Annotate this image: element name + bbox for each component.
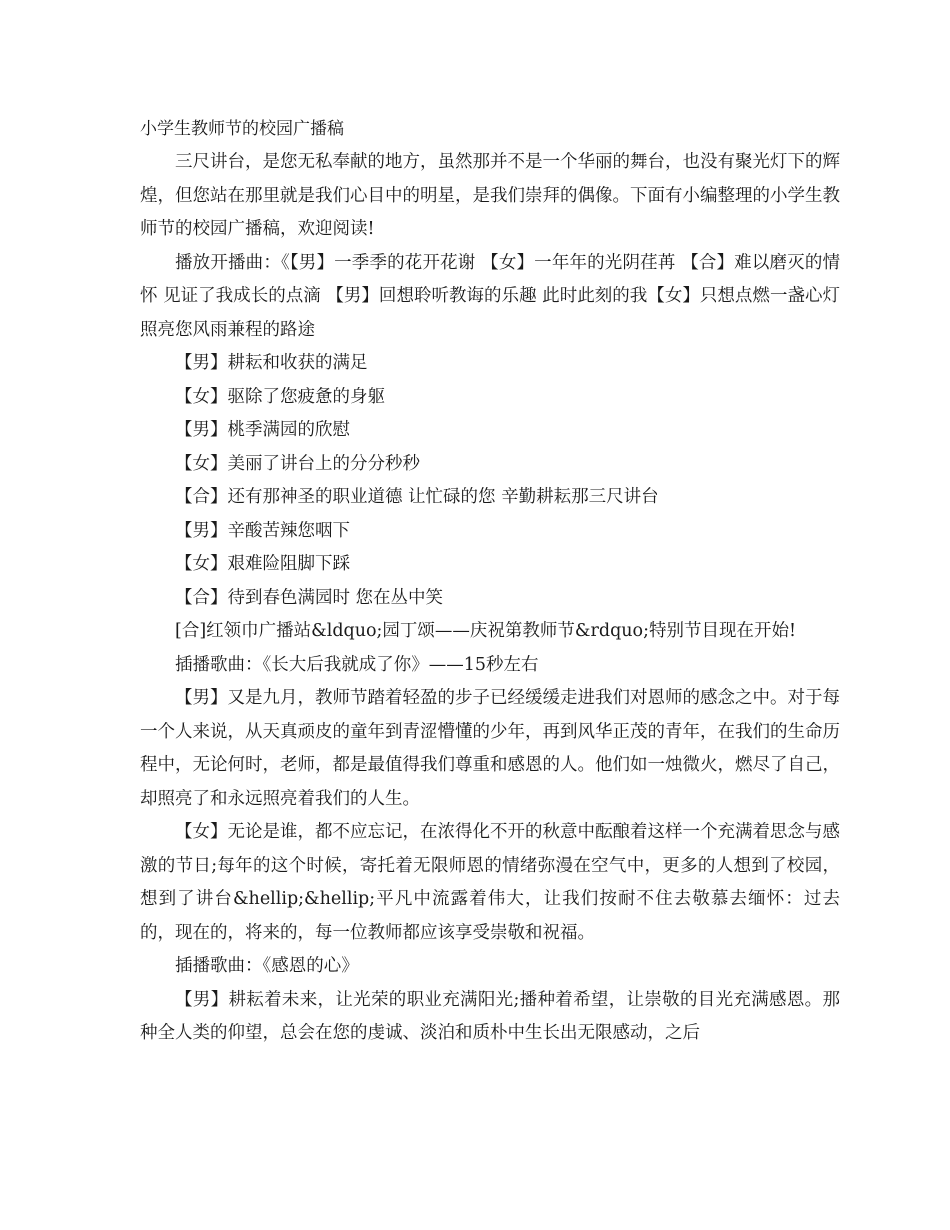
body-paragraph: 【男】耕耘着未来，让光荣的职业充满阳光;播种着希望，让崇敬的目光充满感恩。那种全人类的仰望，总会在您的虔诚、淡泊和质朴中生长出无限感动，之后: [140, 989, 840, 1043]
body-paragraph: 【女】无论是谁，都不应忘记，在浓得化不开的秋意中酝酿着这样一个充满着思念与感激的节日;每年的这个时候，寄托着无限师恩的情绪弥漫在空气中，更多的人想到了校园，想到了讲台&hellip;&hellip;平凡中流露着伟大，让我们按耐不住去敬慕去缅怀：过去的，现在的，将来的，每一位教师都应该享受崇敬和祝福。: [140, 822, 840, 943]
body-paragraph: 【女】驱除了您疲惫的身躯: [175, 386, 385, 407]
body-paragraph: 【合】待到春色满园时 您在丛中笑: [175, 587, 444, 608]
body-paragraph: 【男】桃季满园的欣慰: [175, 420, 350, 440]
body-paragraph: 【女】美丽了讲台上的分分秒秒: [175, 453, 420, 474]
document-title: 小学生教师节的校园广播稿: [140, 119, 344, 139]
body-paragraph: 插播歌曲：《长大后我就成了你》——15秒左右: [175, 654, 539, 675]
body-paragraph: 三尺讲台，是您无私奉献的地方，虽然那并不是一个华丽的舞台，也没有聚光灯下的辉煌，但您站在那里就是我们心目中的明星，是我们崇拜的偶像。下面有小编整理的小学生教师节的校园广播稿，欢迎阅读!: [140, 152, 840, 239]
document-body: [140, 146, 840, 1051]
body-paragraph: 插播歌曲：《感恩的心》: [175, 956, 359, 976]
body-paragraph: 【男】又是九月，教师节踏着轻盈的步子已经缓缓走进我们对恩师的感念之中。对于每一个人来说，从天真顽皮的童年到青涩懵懂的少年，再到风华正茂的青年，在我们的生命历程中，无论何时，老师，都是最值得我们尊重和感恩的人。他们如一烛微火，燃尽了自己，却照亮了和永远照亮着我们的人生。: [140, 688, 840, 809]
document-page: [140, 112, 840, 1051]
body-paragraph: 【男】耕耘和收获的满足: [175, 353, 368, 373]
body-paragraph: [合]红领巾广播站&ldquo;园丁颂——庆祝第教师节&rdquo;特别节目现在开始!: [175, 621, 797, 641]
body-paragraph: 【男】辛酸苦辣您咽下: [175, 520, 350, 541]
body-paragraph: 【合】还有那神圣的职业道德 让忙碌的您 辛勤耕耘那三尺讲台: [175, 487, 659, 507]
body-paragraph: 播放开播曲：《【男】一季季的花开花谢 【女】一年年的光阴荏苒 【合】难以磨灭的情怀 见证了我成长的点滴 【男】回想聆听教诲的乐趣 此时此刻的我【女】只想点燃一盏心灯 照亮您风雨兼程的路途: [140, 252, 840, 340]
body-paragraph: 【女】艰难险阻脚下踩: [175, 554, 350, 574]
